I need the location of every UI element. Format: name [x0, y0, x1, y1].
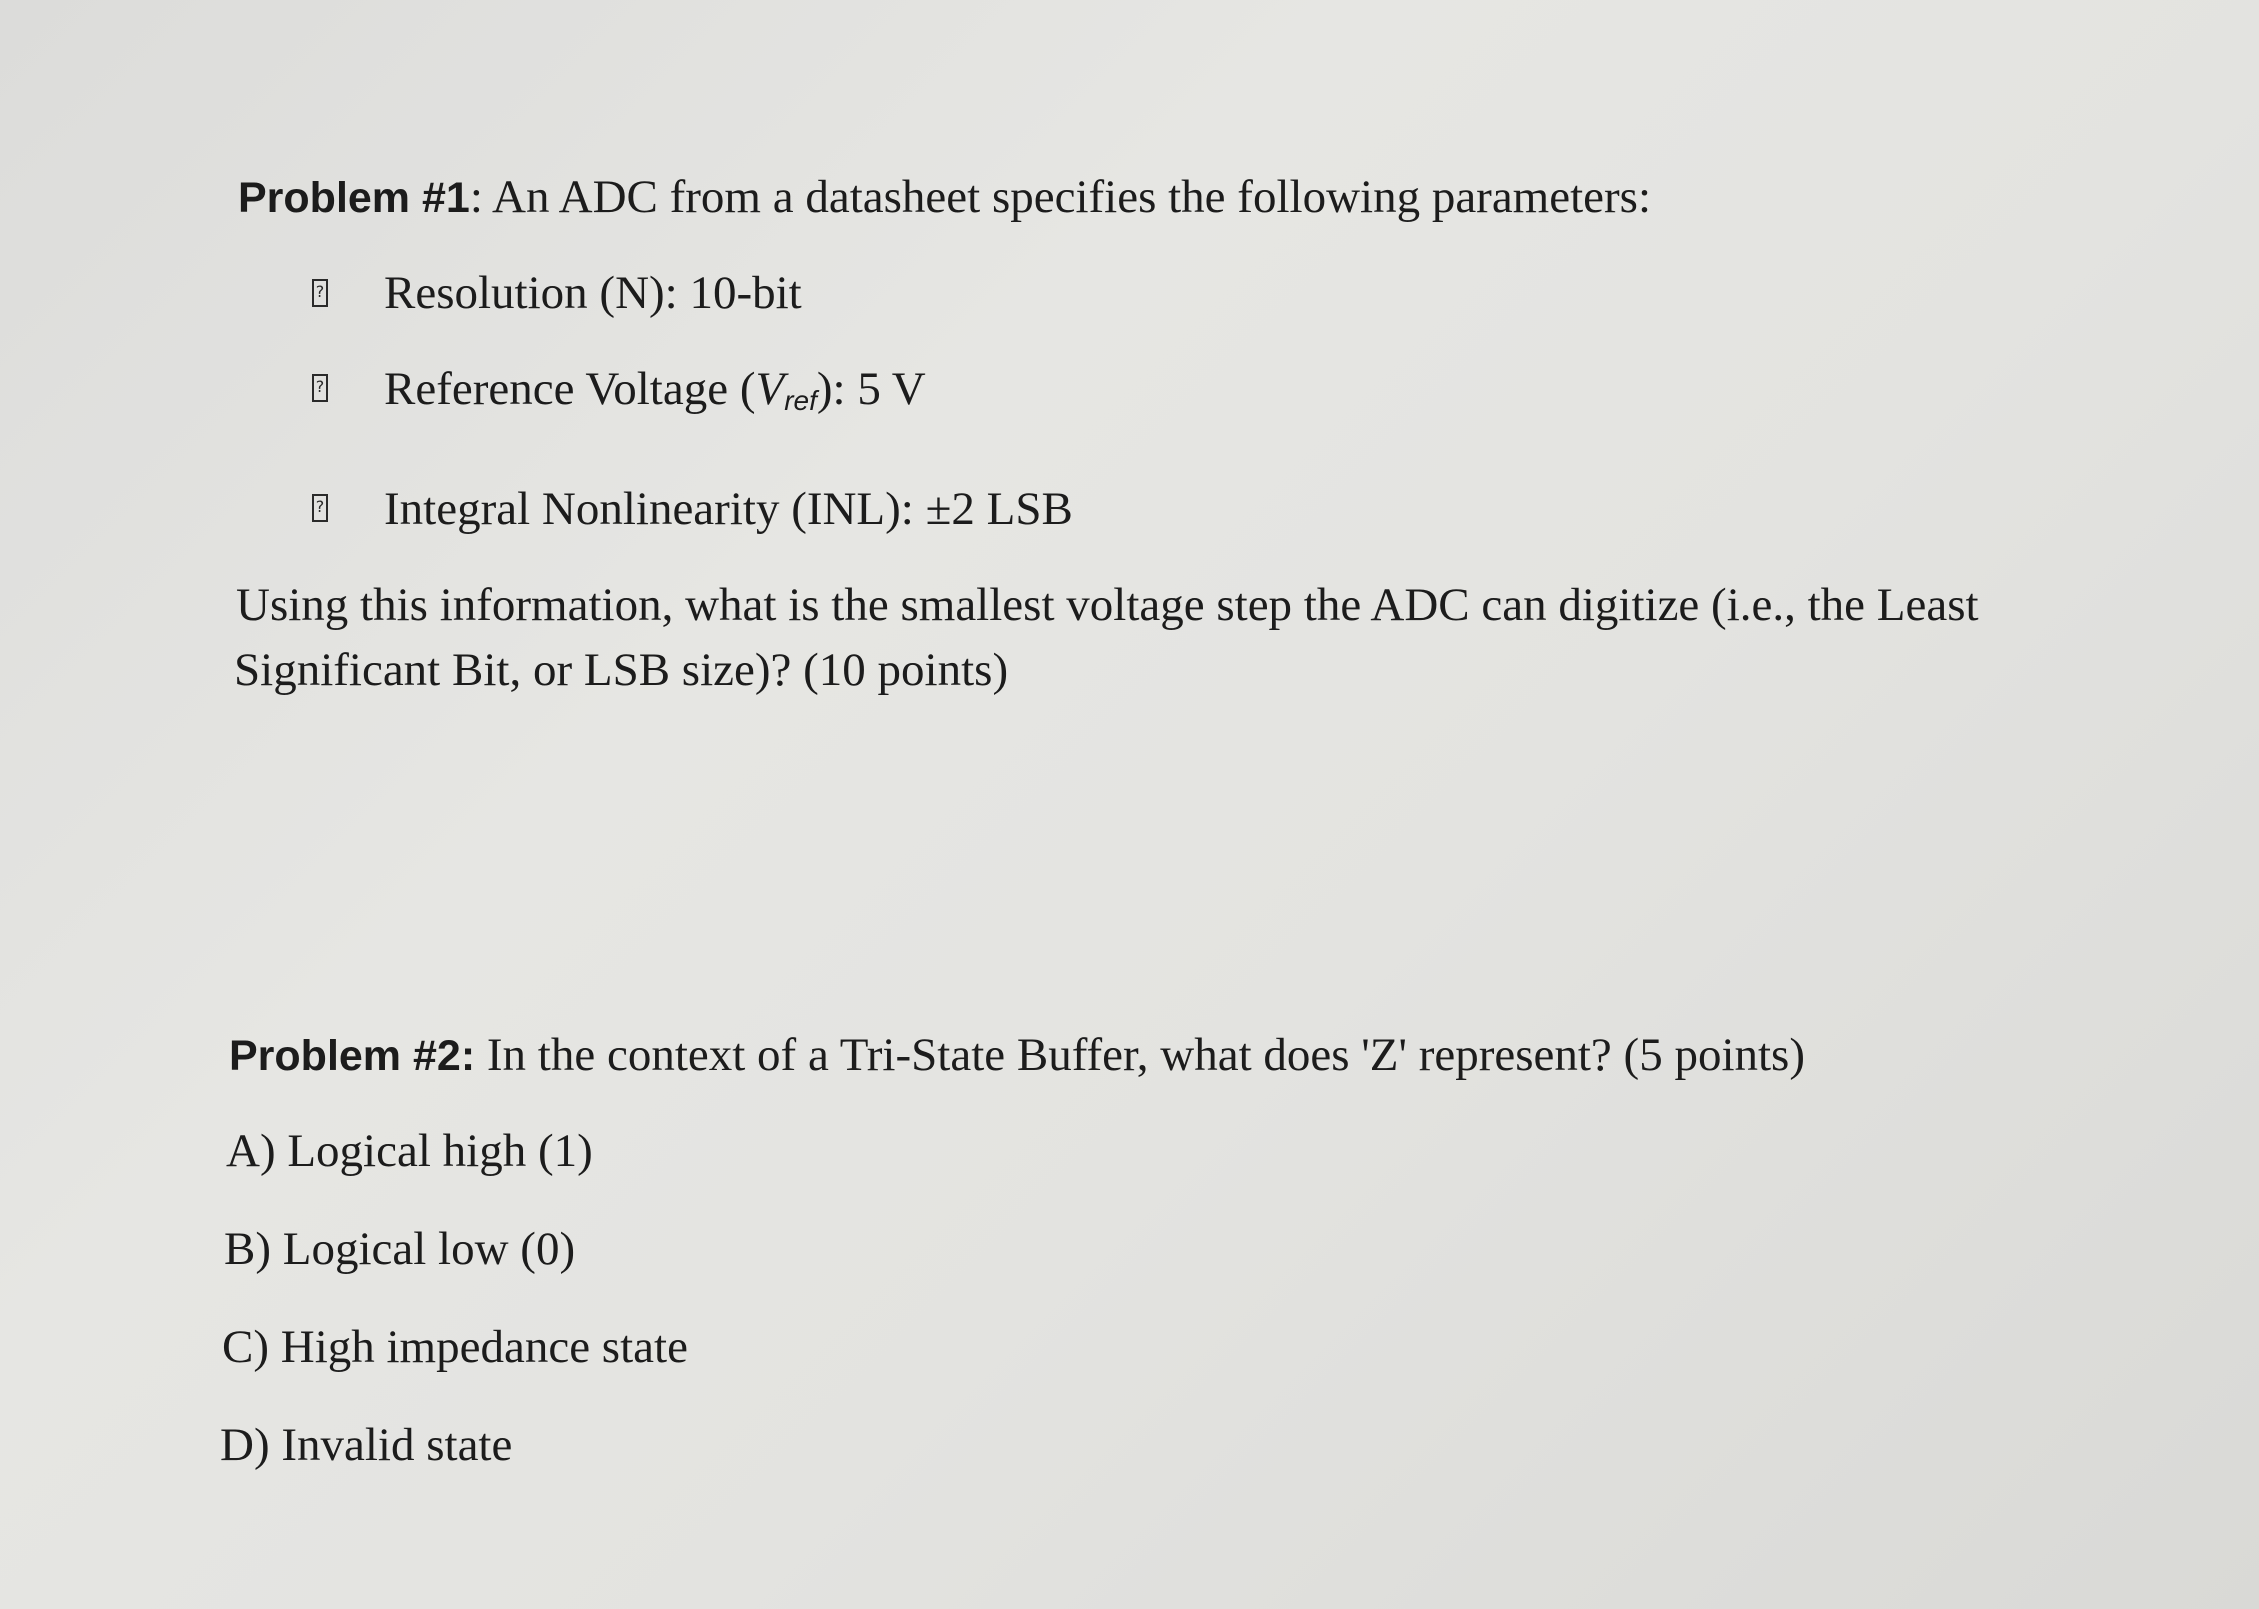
problem-2-label: Problem #2:: [229, 1032, 476, 1080]
vref-subscript: ref: [784, 385, 817, 416]
problem-1-text: : An ADC from a datasheet specifies the following parameters:: [469, 171, 1652, 223]
problem-2-text: In the context of a Tri-State Buffer, what does 'Z' represent? (5 points): [475, 1029, 1806, 1081]
option-b: B) Logical low (0): [224, 1223, 576, 1275]
vref-variable: V: [755, 363, 785, 415]
vref-pre: Reference Voltage (: [384, 363, 756, 415]
problem-1-heading: [238, 171, 1652, 223]
problem-1-question-line-2: Significant Bit, or LSB size)? (10 points): [234, 644, 1009, 696]
bullet-resolution: Resolution (N): 10-bit: [384, 267, 802, 319]
bullet-inl: Integral Nonlinearity (INL): ±2 LSB: [384, 483, 1073, 535]
option-d: D) Invalid state: [220, 1419, 513, 1471]
bullet-box-icon: ?: [312, 374, 328, 402]
option-a: A) Logical high (1): [226, 1125, 593, 1177]
problem-2-heading: [229, 1029, 1806, 1081]
bullet-reference-voltage: [384, 363, 926, 416]
problem-1-label: Problem #1: [238, 174, 470, 222]
bullet-box-icon: ?: [312, 494, 328, 522]
bullet-box-icon: ?: [312, 279, 328, 307]
option-c: C) High impedance state: [222, 1321, 688, 1373]
problem-1-question-line-1: Using this information, what is the smallest voltage step the ADC can digitize (i.e., the Least: [236, 579, 1979, 631]
vref-post: ): 5 V: [816, 363, 926, 415]
